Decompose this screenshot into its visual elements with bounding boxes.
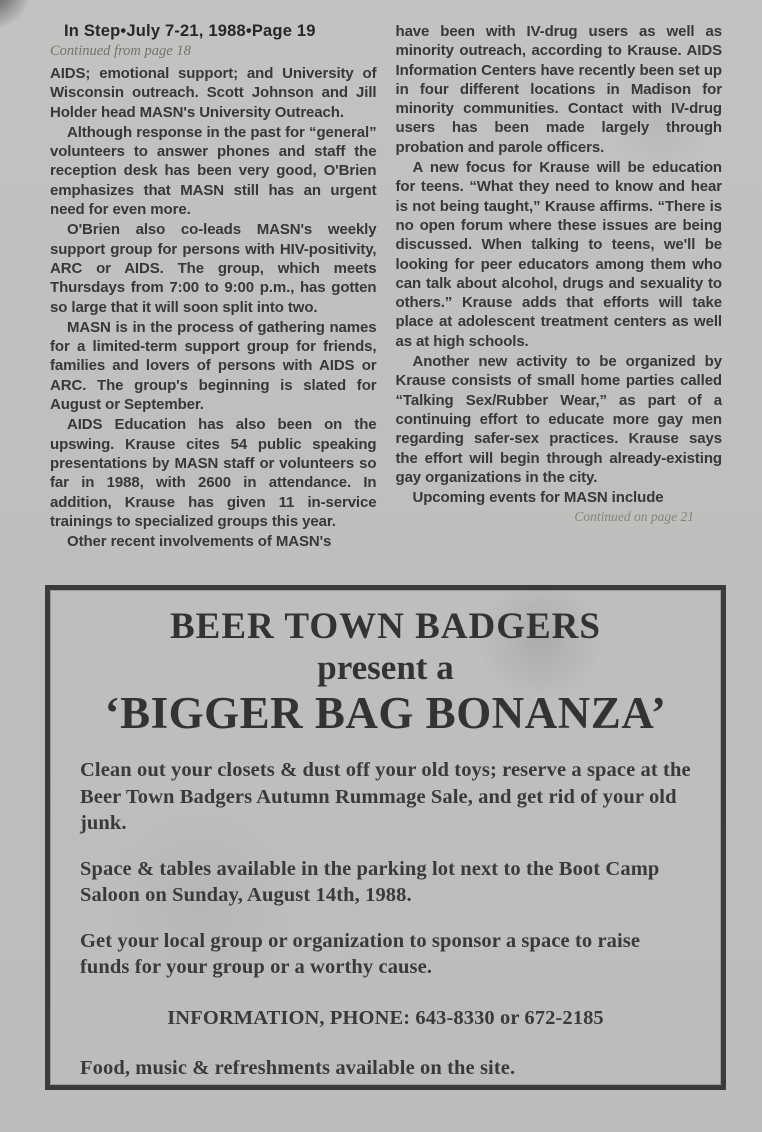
continued-on-note: Continued on page 21 — [574, 509, 694, 525]
article-paragraph: Other recent involvements of MASN's — [67, 533, 332, 551]
article-paragraph: MASN is in the process of gathering names for a limited-term support group for friends, families and lovers of persons with AIDS or ARC. The group's beginning is slated for August or September. — [50, 318, 377, 414]
article-paragraph: A new focus for Krause will be education for teens. “What they need to know and hear is not being taught,” Krause affirms. “There is no open forum where these issues are being discussed. When talking to teens, we'll be looking for peer educators among them who can talk about alcohol, drugs and sexuality to others.” Krause adds that efforts will take place at adolescent treatment centers as well as at high schools. — [395, 159, 722, 350]
ad-phone-line: INFORMATION, PHONE: 643-8330 or 672-2185 — [167, 1006, 604, 1029]
article-left-column — [50, 22, 377, 551]
ad-heading-line-1: BEER TOWN BADGERS — [170, 606, 601, 647]
page-header: In Step•July 7-21, 1988•Page 19 — [64, 22, 316, 40]
article-paragraph: AIDS Education has also been on the upswing. Krause cites 54 public speaking presentations by MASN staff or volunteers so far in 1988, with 2600 in attendance. In addition, Krause has given 11 in-service trainings to specialized groups this year. — [50, 416, 377, 530]
ad-closing-line: Food, music & refreshments available on the site. — [80, 1057, 516, 1079]
article-paragraph: AIDS; emotional support; and University of Wisconsin outreach. Scott Johnson and Jill Holder head MASN's University Outreach. — [50, 65, 377, 121]
article-paragraph: Upcoming events for MASN include — [412, 489, 664, 507]
article-paragraph: have been with IV-drug users as well as minority outreach, according to Krause. AIDS Information Centers have recently been set up in four different locations in Madison for minority communities. Contact with IV-drug users has been made largely through probation and parole officers. — [395, 23, 722, 156]
ad-paragraph: Space & tables available in the parking lot next to the Boot Camp Saloon on Sunday, August 14th, 1988. — [80, 857, 660, 906]
ad-paragraph: Get your local group or organization to sponsor a space to raise funds for your group or a worthy cause. — [80, 929, 641, 978]
article-columns — [50, 22, 722, 551]
article-paragraph: Although response in the past for “general” volunteers to answer phones and staff the reception desk has been very good, O'Brien emphasizes that MASN still has an urgent need for even more. — [50, 123, 377, 219]
article-paragraph: O'Brien also co-leads MASN's weekly support group for persons with HIV-positivity, ARC or AIDS. The group, which meets Thursdays from 7:00 to 9:00 p.m., has gotten so large that it will soon split into two. — [50, 221, 377, 316]
ad-heading-line-2: present a — [317, 648, 454, 687]
ad-heading — [80, 606, 691, 738]
ad-paragraph: Clean out your closets & dust off your old toys; reserve a space at the Beer Town Badgers Autumn Rummage Sale, and get rid of your old junk. — [80, 759, 691, 834]
ad-body — [80, 757, 691, 1082]
rummage-sale-advertisement — [45, 585, 726, 1090]
continued-from-note: Continued from page 18 — [50, 43, 191, 59]
article-paragraph: Another new activity to be organized by Krause consists of small home parties called “Talking Sex/Rubber Wear,” as part of a continuing effort to educate more gay men regarding safer-sex practices. Krause says the effort will begin through already-existing gay organizations in the city. — [395, 353, 722, 486]
article-right-column — [396, 22, 723, 551]
ad-heading-line-3: ‘BIGGER BAG BONANZA’ — [104, 688, 667, 738]
